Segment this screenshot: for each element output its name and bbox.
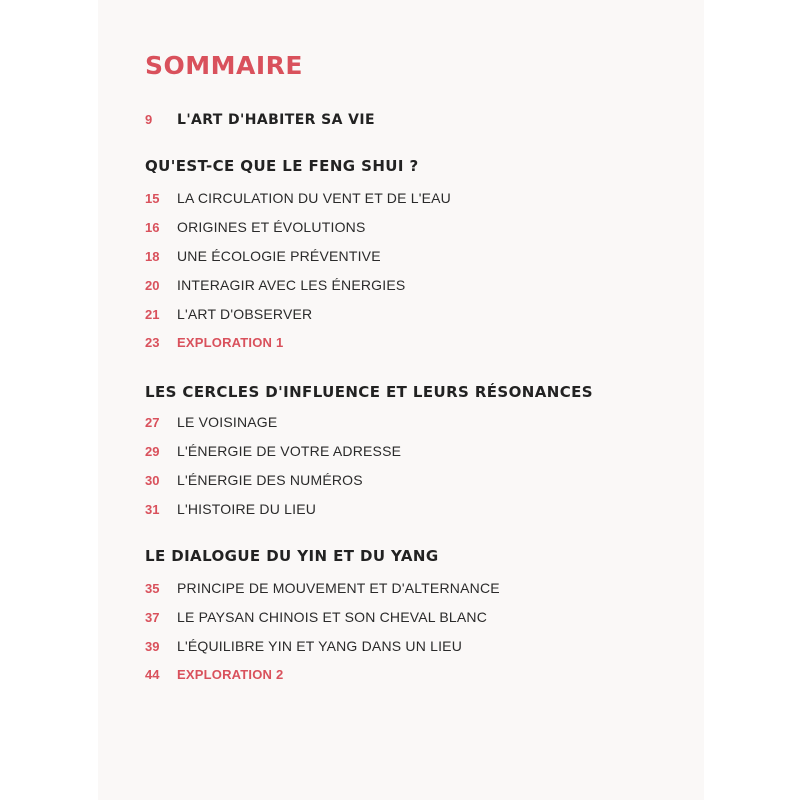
toc-entry: [145, 636, 462, 656]
toc-title: SOMMAIRE: [145, 51, 303, 80]
page-number: 15: [145, 191, 160, 206]
entry-label: L'ÉNERGIE DE VOTRE ADRESSE: [177, 443, 402, 459]
entry-label: L'ÉNERGIE DES NUMÉROS: [177, 472, 363, 488]
toc-entry: [145, 578, 500, 598]
entry-label: L'ART D'OBSERVER: [177, 306, 313, 322]
page-number: 23: [145, 335, 160, 350]
entry-label: ORIGINES ET ÉVOLUTIONS: [177, 219, 366, 235]
page-number: 37: [145, 610, 160, 625]
toc-entry: [145, 470, 363, 490]
toc-entry: [145, 412, 277, 432]
page-number: 9: [145, 112, 153, 127]
page-number: 44: [145, 667, 160, 682]
toc-entry-exploration: [145, 665, 283, 685]
page-number: 30: [145, 473, 160, 488]
toc-entry: [145, 304, 312, 324]
toc-entry: [145, 441, 401, 461]
page-number: 20: [145, 278, 160, 293]
entry-label: EXPLORATION 2: [177, 667, 284, 682]
entry-label: INTERAGIR AVEC LES ÉNERGIES: [177, 277, 406, 293]
entry-label: LE PAYSAN CHINOIS ET SON CHEVAL BLANC: [177, 609, 488, 625]
toc-entry: [145, 188, 451, 208]
entry-label: PRINCIPE DE MOUVEMENT ET D'ALTERNANCE: [177, 580, 500, 596]
toc-entry: [145, 607, 487, 627]
toc-entry: [145, 275, 405, 295]
toc-entry-intro: [145, 110, 375, 130]
page-number: 29: [145, 444, 160, 459]
entry-label: LE VOISINAGE: [177, 414, 278, 430]
page-number: 35: [145, 581, 160, 596]
entry-label: L'ÉQUILIBRE YIN ET YANG DANS UN LIEU: [177, 638, 463, 654]
entry-label: L'HISTOIRE DU LIEU: [177, 501, 317, 517]
entry-label: EXPLORATION 1: [177, 335, 284, 350]
page-number: 31: [145, 502, 160, 517]
page-number: 39: [145, 639, 160, 654]
page-number: 16: [145, 220, 160, 235]
toc-entry: [145, 246, 381, 266]
entry-label: UNE ÉCOLOGIE PRÉVENTIVE: [177, 248, 381, 264]
section-heading-feng-shui: QU'EST-CE QUE LE FENG SHUI ?: [145, 157, 419, 175]
toc-entry-exploration: [145, 333, 283, 353]
toc-entry: [145, 217, 366, 237]
page-number: 18: [145, 249, 160, 264]
entry-label: L'ART D'HABITER SA VIE: [177, 112, 375, 128]
entry-label: LA CIRCULATION DU VENT ET DE L'EAU: [177, 190, 451, 206]
section-heading-yin-yang: LE DIALOGUE DU YIN ET DU YANG: [145, 547, 439, 565]
section-heading-cercles: LES CERCLES D'INFLUENCE ET LEURS RÉSONANCES: [145, 383, 593, 401]
page-number: 27: [145, 415, 160, 430]
toc-entry: [145, 499, 316, 519]
page-number: 21: [145, 307, 160, 322]
